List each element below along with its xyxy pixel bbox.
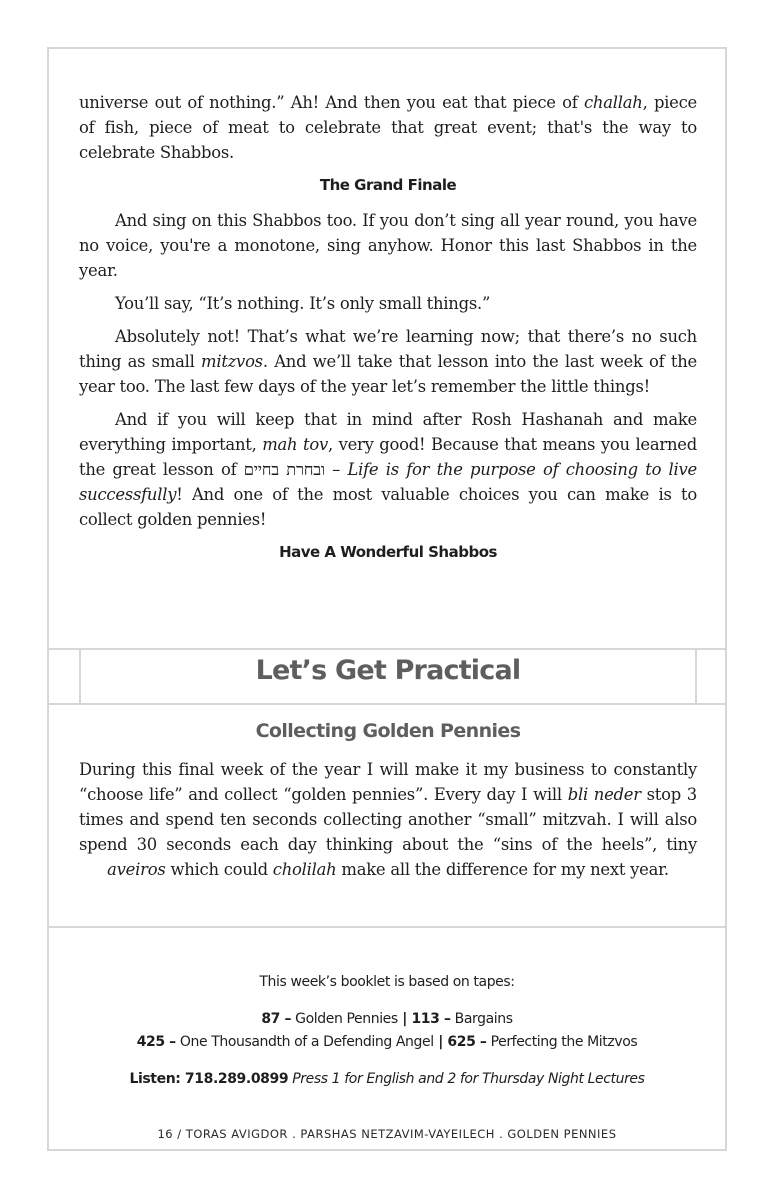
text: make all the difference for my next year. (336, 860, 669, 879)
tape-number: 625 – (447, 1034, 487, 1050)
paragraph-5 (79, 407, 697, 532)
emphasis: aveiros (107, 860, 166, 879)
listen-instructions: Press 1 for English and 2 for Thursday Night Lectures (288, 1071, 645, 1087)
tapes-line-1 (47, 1011, 727, 1027)
text: And if you will keep that in mind after Rosh Hashanah and make everything important, (79, 410, 697, 454)
text: , very good! Because that means you learned the great lesson of (79, 435, 697, 479)
separator: | (397, 1011, 412, 1027)
practical-text (79, 757, 697, 882)
text: Absolutely not! That’s what we’re learning now; that there’s no such thing as small (79, 327, 697, 371)
practical-subtitle: Collecting Golden Pennies (255, 720, 521, 742)
paragraph-2: And sing on this Shabbos too. If you don’t sing all year round, you have no voice, you're a monotone, sing anyhow. Honor this last Shabbos in the year. (79, 211, 697, 280)
divider (47, 703, 727, 705)
heading-grand-finale: The Grand Finale (319, 176, 457, 194)
text: During this final week of the year I will make it my business to constantly “choose life” and collect “golden pennies”. Every day I will (79, 760, 697, 804)
separator: | (433, 1034, 448, 1050)
listen-line (47, 1071, 727, 1087)
page-footer: 16 / TORAS AVIGDOR . PARSHAS NETZAVIM-VAYEILECH . GOLDEN PENNIES (157, 1127, 617, 1141)
listen-phone: Listen: 718.289.0899 (129, 1071, 289, 1087)
tape-name: Perfecting the Mitzvos (486, 1034, 638, 1050)
text: universe out of nothing.” Ah! And then you eat that piece of (79, 93, 584, 112)
hebrew-phrase: ובחרת בחיים (243, 460, 325, 479)
tapes-intro: This week’s booklet is based on tapes: (259, 974, 515, 990)
divider (47, 926, 727, 928)
tape-name: One Thousandth of a Defending Angel (175, 1034, 434, 1050)
text: , piece of fish, piece of meat to celebrate that great event; that's the way to celebrate Shabbos. (79, 93, 698, 162)
emphasis: Life is for the purpose of choosing to live successfully (79, 460, 697, 504)
emphasis: mah tov (262, 435, 328, 454)
text: stop 3 times and spend ten seconds collecting another “small” mitzvah. I will also spend 30 seconds each day thinking about the “sins of the heels”, tiny (79, 785, 697, 854)
tapes-line-2 (47, 1034, 727, 1050)
emphasis: cholilah (272, 860, 337, 879)
article-body (79, 90, 697, 575)
tape-number: 425 – (136, 1034, 176, 1050)
emphasis: bli neder (567, 785, 641, 804)
text: ! And one of the most valuable choices you can make is to collect golden pennies! (79, 485, 697, 529)
tape-name: Golden Pennies (291, 1011, 398, 1027)
text: – (324, 460, 348, 479)
text: which could (165, 860, 273, 879)
tape-number: 113 – (411, 1011, 451, 1027)
paragraph-3: You’ll say, “It’s nothing. It’s only small things.” (115, 294, 491, 313)
paragraph-1 (79, 90, 697, 165)
heading-wonderful-shabbos: Have A Wonderful Shabbos (279, 543, 497, 561)
tape-name: Bargains (450, 1011, 513, 1027)
tape-number: 87 – (261, 1011, 292, 1027)
paragraph-4 (79, 324, 697, 399)
text: . And we’ll take that lesson into the last week of the year too. The last few days of the year let’s remember the little things! (79, 352, 697, 396)
practical-title: Let’s Get Practical (255, 655, 521, 686)
emphasis: mitzvos (201, 352, 263, 371)
emphasis: challah (584, 93, 643, 112)
